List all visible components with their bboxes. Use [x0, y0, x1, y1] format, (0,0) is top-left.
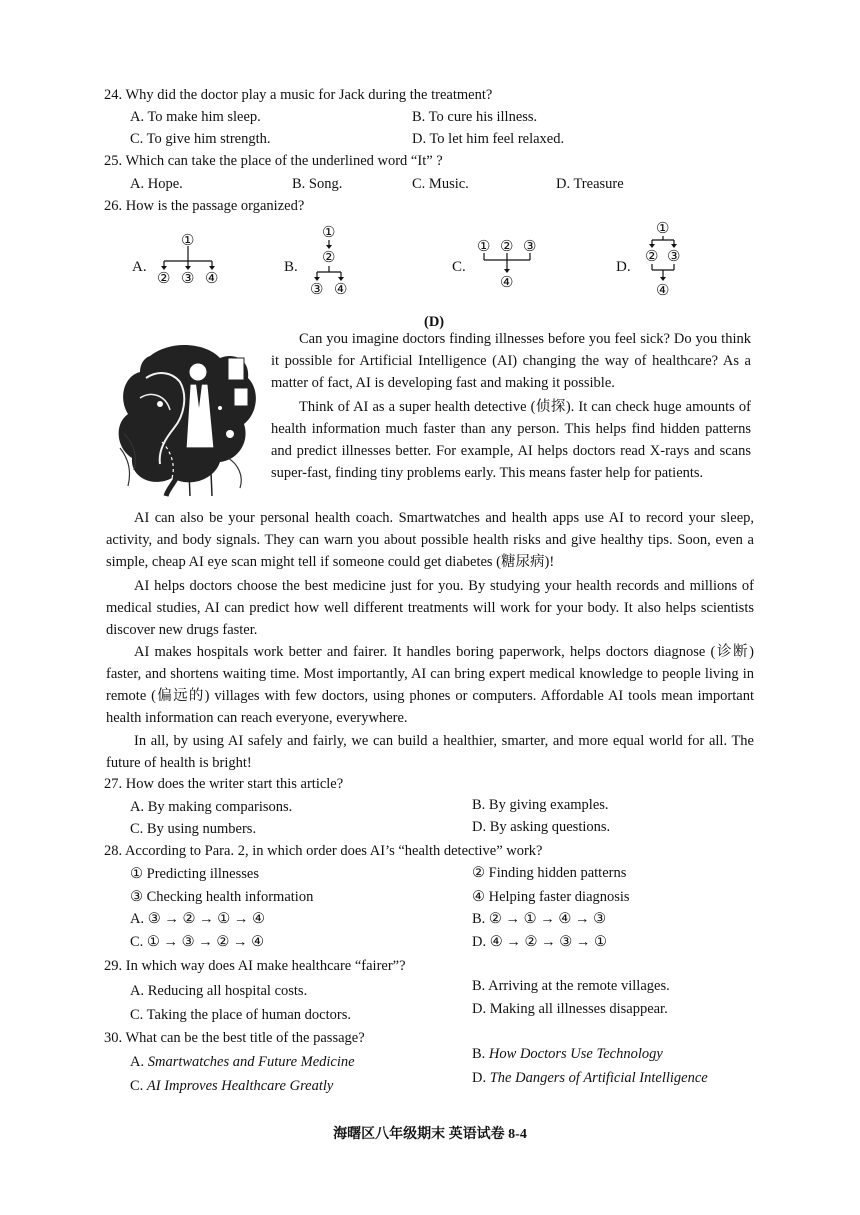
q26-option-b-label: B. — [284, 259, 298, 275]
q29-option-c: C. Taking the place of human doctors. — [130, 1007, 351, 1023]
q25-option-d: D. Treasure — [556, 176, 624, 192]
q28-item-1: ① Predicting illnesses — [130, 866, 259, 882]
q30-option-a-prefix: A. — [130, 1054, 148, 1070]
q28-option-b: B. ② → ① → ④ → ③ — [472, 911, 607, 927]
q26-diagram-b — [306, 222, 356, 302]
q25-option-c: C. Music. — [412, 176, 469, 192]
diagram-a-node-1: ① — [181, 233, 195, 249]
paragraph-6-text: In all, by using AI safely and fairly, we can build a healthier, smarter, and more equal world for all. The future of health is bright! — [106, 733, 754, 771]
q29-option-a: A. Reducing all hospital costs. — [130, 983, 308, 999]
q26-option-d-label: D. — [616, 259, 631, 275]
page-footer: 海曙区八年级期末 英语试卷 8-4 — [333, 1127, 527, 1142]
q24-option-a: A. To make him sleep. — [130, 109, 261, 125]
paragraph-4-text: AI helps doctors choose the best medicine just for you. By studying your health records and millions of medical studies, AI can predict how well different treatments will work for your body. It also helps scientists discover new drugs faster. — [106, 578, 754, 638]
q29-option-b: B. Arriving at the remote villages. — [472, 978, 670, 994]
q28-item-3: ③ Checking health information — [130, 889, 314, 905]
q30-option-d-prefix: D. — [472, 1070, 490, 1086]
question-30-stem: 30. What can be the best title of the passage? — [104, 1030, 365, 1046]
diagram-d-node-4: ④ — [656, 283, 670, 299]
q30-option-c — [130, 1075, 333, 1097]
q30-option-d — [472, 1067, 708, 1089]
q30-option-a — [130, 1051, 355, 1073]
q27-option-d: D. By asking questions. — [472, 819, 611, 835]
q30-option-c-prefix: C. — [130, 1078, 147, 1094]
q28-option-a: A. ③ → ② → ① → ④ — [130, 911, 265, 927]
q26-option-a-label: A. — [132, 259, 147, 275]
q27-option-b: B. By giving examples. — [472, 797, 609, 813]
diagram-c-node-1: ① — [477, 239, 491, 255]
q24-option-c: C. To give him strength. — [130, 131, 271, 147]
paragraph-5-text: AI makes hospitals work better and fairer. It handles boring paperwork, helps doctors diagnose (诊断) faster, and shortens waiting time. Most importantly, AI can bring expert medical knowledge to people living in remote (偏远的) villages with few doctors, using phones or computers. Affordable AI tools mean important health information can reach everyone, everywhere. — [106, 644, 754, 726]
q27-option-c: C. By using numbers. — [130, 821, 257, 837]
diagram-b-node-2: ② — [322, 250, 336, 266]
q24-option-b: B. To cure his illness. — [412, 109, 538, 125]
q28-option-c: C. ① → ③ → ② → ④ — [130, 934, 265, 950]
diagram-a-node-2: ② — [157, 271, 171, 287]
q30-option-a-text: Smartwatches and Future Medicine — [147, 1054, 355, 1070]
q28-option-d: D. ④ → ② → ③ → ① — [472, 934, 607, 950]
diagram-d-node-2: ② — [645, 249, 659, 265]
diagram-c-node-4: ④ — [500, 275, 514, 291]
question-25-stem: 25. Which can take the place of the underlined word “It” ? — [104, 153, 443, 169]
diagram-b-node-3: ③ — [310, 282, 324, 298]
paragraph-3-text: AI can also be your personal health coach. Smartwatches and health apps use AI to record your sleep, activity, and body signals. They can warn you about possible health risks and give healthy tips. Soon, even a simple, cheap AI eye scan might tell if someone could get diabetes (糖尿病)! — [106, 510, 754, 570]
q26-diagram-c — [474, 234, 544, 294]
diagram-b-node-4: ④ — [334, 282, 348, 298]
diagram-c-node-3: ③ — [523, 239, 537, 255]
paragraph-1-text: Can you imagine doctors finding illnesses before you feel sick? Do you think it possible for Artificial Intelligence (AI) changing the way of healthcare? As a matter of fact, AI is developing fast and making it possible. — [271, 331, 751, 391]
q25-option-a: A. Hope. — [130, 176, 183, 192]
question-26-stem: 26. How is the passage organized? — [104, 198, 305, 214]
question-28-stem: 28. According to Para. 2, in which order does AI’s “health detective” work? — [104, 843, 543, 859]
diagram-c-node-2: ② — [500, 239, 514, 255]
question-24-stem: 24. Why did the doctor play a music for Jack during the treatment? — [104, 87, 493, 103]
q26-diagram-d — [642, 218, 692, 302]
diagram-a-node-3: ③ — [181, 271, 195, 287]
diagram-a-node-4: ④ — [205, 271, 219, 287]
passage-paragraph-1 — [271, 328, 751, 394]
q28-item-2: ② Finding hidden patterns — [472, 865, 627, 881]
question-27-stem: 27. How does the writer start this article? — [104, 776, 344, 792]
q29-option-d: D. Making all illnesses disappear. — [472, 1001, 668, 1017]
q26-option-c-label: C. — [452, 259, 466, 275]
ai-doctor-illustration — [110, 338, 268, 500]
q30-option-b — [472, 1043, 663, 1065]
diagram-b-node-1: ① — [322, 225, 336, 241]
diagram-d-node-3: ③ — [667, 249, 681, 265]
q26-diagram-a — [150, 228, 230, 288]
q30-option-d-text: The Dangers of Artificial Intelligence — [489, 1070, 708, 1086]
question-29-stem: 29. In which way does AI make healthcare “fairer”? — [104, 958, 406, 974]
passage-paragraph-5 — [106, 641, 754, 729]
q24-option-d: D. To let him feel relaxed. — [412, 131, 565, 147]
passage-paragraph-3 — [106, 507, 754, 573]
paragraph-2-text: Think of AI as a super health detective (侦探). It can check huge amounts of health information much faster than any person. This helps find hidden patterns and predict illnesses better. For example, AI helps doctors read X-rays and scans super-fast, finding tiny problems early. This means faster help for patients. — [271, 399, 751, 481]
illustration-image — [110, 338, 268, 500]
q30-option-b-prefix: B. — [472, 1046, 489, 1062]
passage-paragraph-2 — [271, 396, 751, 484]
q27-option-a: A. By making comparisons. — [130, 799, 293, 815]
q25-option-b: B. Song. — [292, 176, 343, 192]
passage-paragraph-4 — [106, 575, 754, 641]
section-d-heading: (D) — [424, 314, 445, 330]
q30-option-c-text: AI Improves Healthcare Greatly — [146, 1078, 334, 1094]
passage-paragraph-6 — [106, 730, 754, 774]
q28-item-4: ④ Helping faster diagnosis — [472, 889, 630, 905]
diagram-d-node-1: ① — [656, 221, 670, 237]
q30-option-b-text: How Doctors Use Technology — [488, 1046, 663, 1062]
